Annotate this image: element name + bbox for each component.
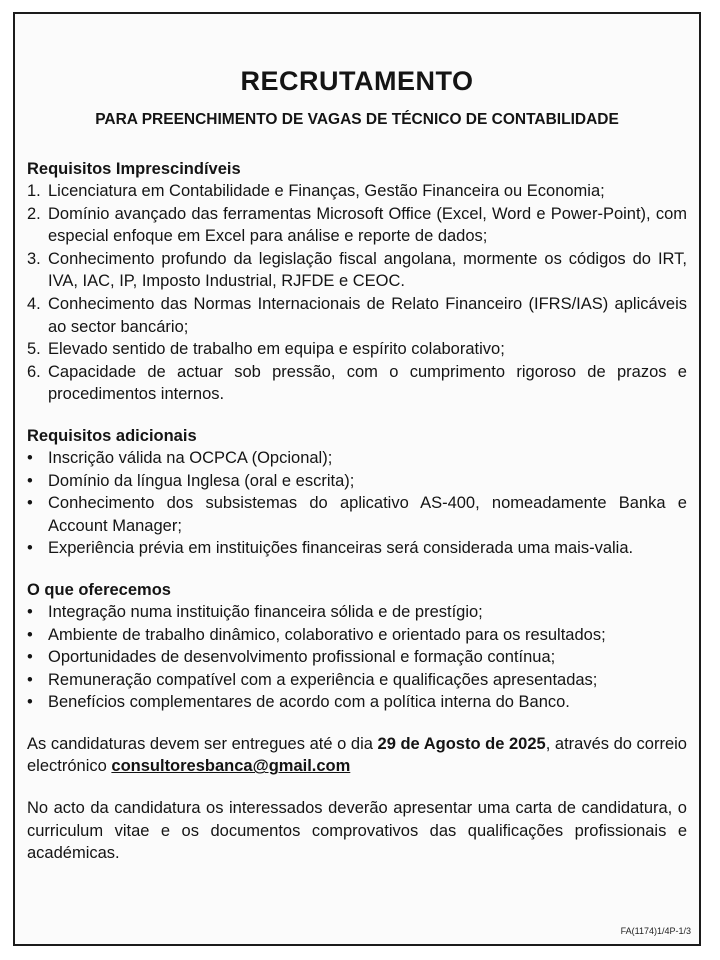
bullet-icon: • <box>27 539 33 558</box>
bullet-icon: • <box>27 494 33 513</box>
list-item-text: Domínio avançado das ferramentas Microsoft Office (Excel, Word e Power-Point), com especial enfoque em Excel para análise e reporte de dados; <box>48 204 687 246</box>
list-item <box>27 361 687 406</box>
page-title: RECRUTAMENTO <box>240 66 474 96</box>
list-item-text: Conhecimento profundo da legislação fiscal angolana, mormente os códigos do IRT, IVA, IAC, IP, Imposto Industrial, RJFDE e CEOC. <box>48 249 687 291</box>
list-item <box>27 624 687 647</box>
list-item <box>27 447 687 470</box>
list-item <box>27 691 687 714</box>
contact-email-link[interactable]: consultoresbanca@gmail.com <box>111 757 351 776</box>
application-text-middle: , através do correio electrónico <box>27 734 687 776</box>
list-item <box>27 338 687 361</box>
list-item-text: Inscrição válida na OCPCA (Opcional); <box>48 448 333 467</box>
additional-requirements-list <box>27 447 687 560</box>
section-o-que-oferecemos <box>27 579 687 714</box>
list-item <box>27 470 687 493</box>
section-requisitos-imprescindiveis <box>27 158 687 406</box>
list-item-text: Integração numa instituição financeira sólida e de prestígio; <box>48 602 483 621</box>
bullet-icon: • <box>27 670 33 689</box>
list-item <box>27 669 687 692</box>
application-text-before: As candidaturas devem ser entregues até o dia <box>27 734 378 753</box>
list-marker: 4. <box>27 294 41 313</box>
list-marker: 5. <box>27 340 41 359</box>
list-item <box>27 248 687 293</box>
bullet-icon: • <box>27 693 33 712</box>
list-item <box>27 646 687 669</box>
list-item-text: Oportunidades de desenvolvimento profissional e formação contínua; <box>48 648 556 667</box>
section-heading: O que oferecemos <box>27 580 171 599</box>
bullet-icon: • <box>27 602 33 621</box>
list-marker: 6. <box>27 362 41 381</box>
bullet-icon: • <box>27 625 33 644</box>
list-item-text: Experiência prévia em instituições financeiras será considerada uma mais-valia. <box>48 539 634 558</box>
bullet-icon: • <box>27 471 33 490</box>
application-paragraph <box>27 733 687 778</box>
list-item-text: Capacidade de actuar sob pressão, com o cumprimento rigoroso de prazos e procedimentos internos. <box>48 362 687 404</box>
advert-frame <box>13 12 701 946</box>
list-item-text: Benefícios complementares de acordo com a política interna do Banco. <box>48 693 570 712</box>
list-item <box>27 601 687 624</box>
list-item-text: Conhecimento das Normas Internacionais de Relato Financeiro (IFRS/IAS) aplicáveis ao sector bancário; <box>48 294 687 336</box>
bullet-icon: • <box>27 448 33 467</box>
reference-code: FA(1174)1/4P-1/3 <box>620 926 691 936</box>
list-marker: 2. <box>27 204 41 223</box>
requirements-list <box>27 180 687 406</box>
list-item-text: Conhecimento dos subsistemas do aplicativo AS-400, nomeadamente Banka e Account Manager; <box>48 494 687 535</box>
list-item-text: Licenciatura em Contabilidade e Finanças, Gestão Financeira ou Economia; <box>48 182 605 200</box>
documents-paragraph: No acto da candidatura os interessados deverão apresentar uma carta de candidatura, o curriculum vitae e os documentos comprovativos das qualificações profissionais e académicas. <box>27 799 687 863</box>
list-item-text: Domínio da língua Inglesa (oral e escrita); <box>48 471 355 490</box>
list-item-text: Remuneração compatível com a experiência e qualificações apresentadas; <box>48 670 598 689</box>
section-heading: Requisitos adicionais <box>27 426 197 445</box>
advert-content <box>27 64 687 865</box>
list-marker: 1. <box>27 182 41 200</box>
list-marker: 3. <box>27 249 41 268</box>
page-subtitle: PARA PREENCHIMENTO DE VAGAS DE TÉCNICO DE CONTABILIDADE <box>95 111 619 128</box>
application-deadline: 29 de Agosto de 2025 <box>377 734 546 753</box>
list-item <box>27 203 687 248</box>
section-requisitos-adicionais <box>27 425 687 560</box>
offer-list <box>27 601 687 714</box>
list-item <box>27 537 687 560</box>
list-item-text: Ambiente de trabalho dinâmico, colaborativo e orientado para os resultados; <box>48 625 606 644</box>
section-heading: Requisitos Imprescindíveis <box>27 160 241 178</box>
bullet-icon: • <box>27 648 33 667</box>
list-item <box>27 293 687 338</box>
list-item <box>27 180 687 203</box>
list-item <box>27 492 687 537</box>
list-item-text: Elevado sentido de trabalho em equipa e espírito colaborativo; <box>48 340 505 359</box>
